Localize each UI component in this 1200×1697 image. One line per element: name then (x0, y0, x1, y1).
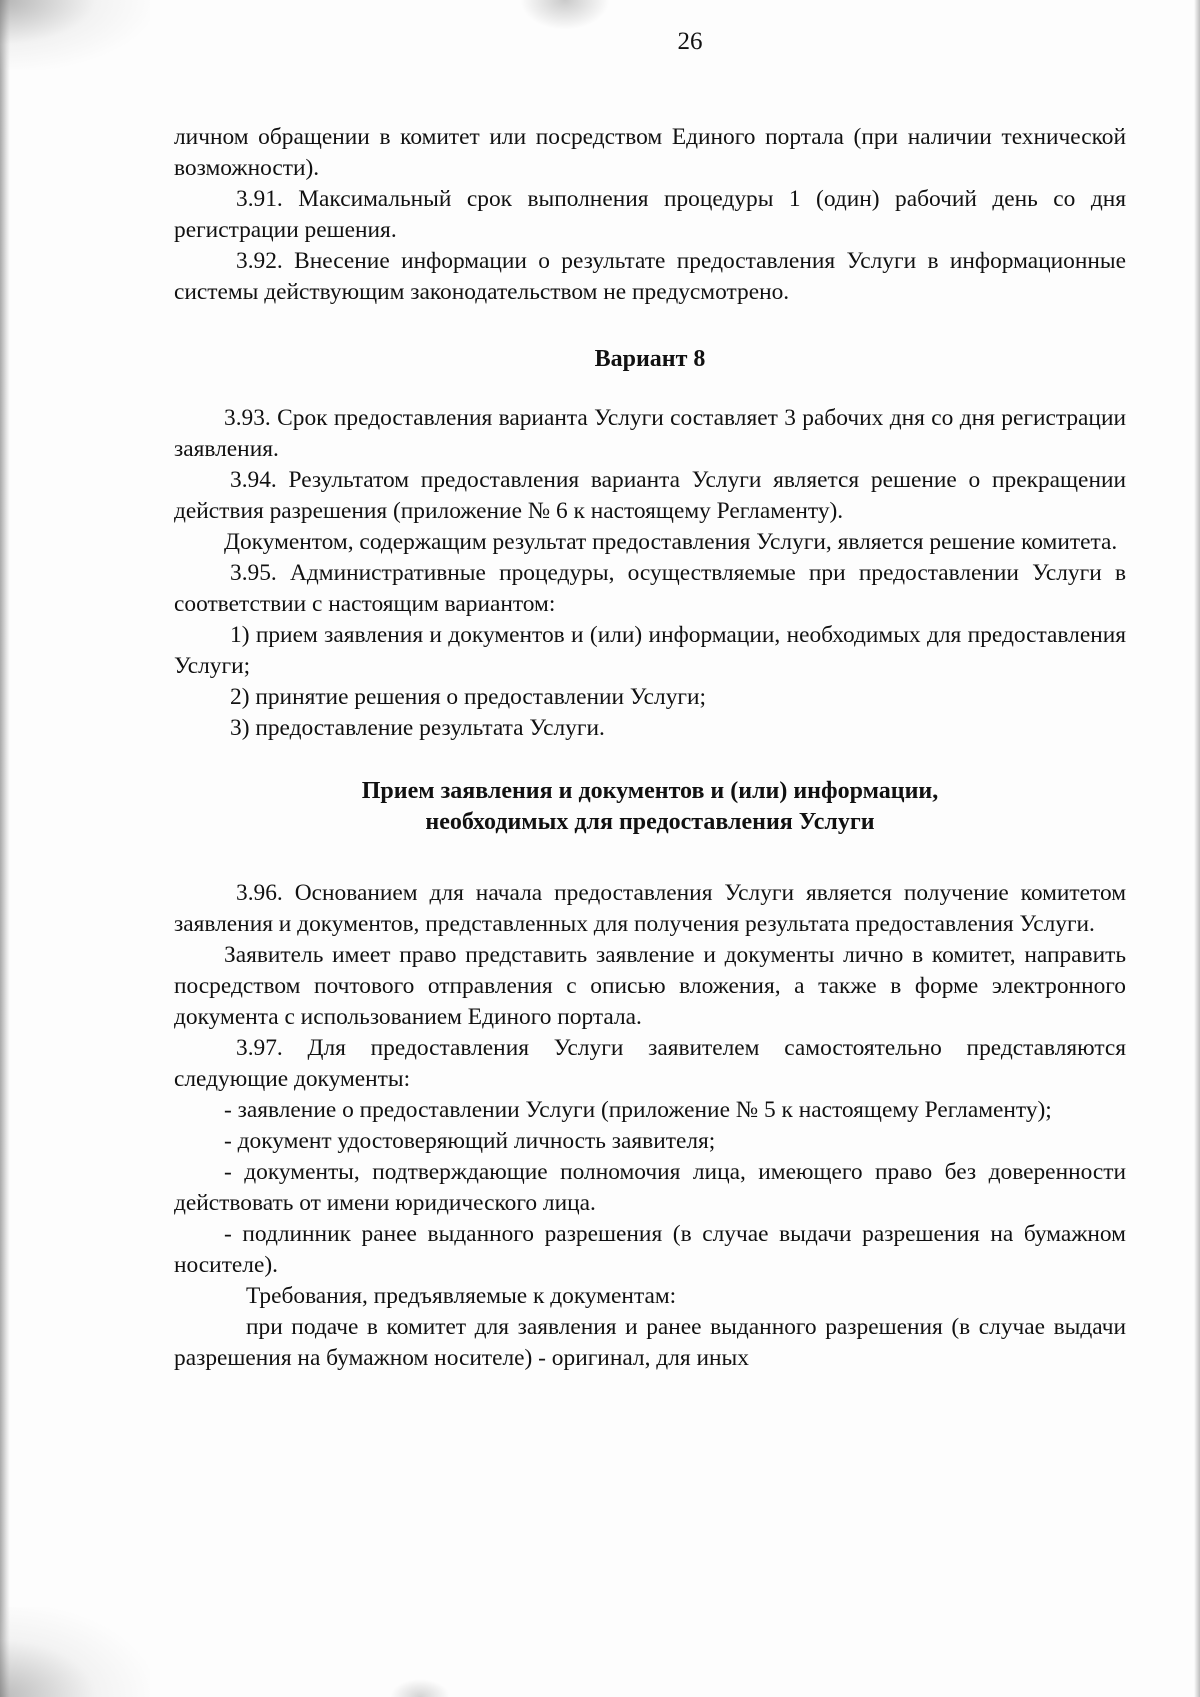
list-item: 1) прием заявления и документов и (или) информации, необходимых для предоставления Услуги; (174, 622, 1126, 679)
list-item: 3) предоставление результата Услуги. (230, 715, 605, 741)
scan-edge-right (1194, 0, 1200, 1697)
scan-shadow-bottom-left (0, 1607, 150, 1697)
paragraph-3-95: 3.95. Административные процедуры, осуществляемые при предоставлении Услуги в соответствии с настоящим вариантом: (174, 560, 1126, 617)
paragraph-result-document: Документом, содержащим результат предоставления Услуги, является решение комитета. (224, 529, 1118, 555)
paragraph: личном обращении в комитет или посредством Единого портала (при наличии технической возможности). (174, 124, 1126, 181)
document-body (174, 122, 1126, 1374)
list-item: - документ удостоверяющий личность заявителя; (224, 1128, 716, 1154)
section-heading-line: Прием заявления и документов и (или) информации, (361, 778, 939, 804)
section-heading-variant-8: Вариант 8 (594, 346, 706, 372)
paragraph-requirements: Требования, предъявляемые к документам: (246, 1283, 677, 1309)
paragraph-3-97: 3.97. Для предоставления Услуги заявителем самостоятельно представляются следующие документы: (174, 1035, 1126, 1092)
scan-smudge-bottom (390, 1679, 450, 1697)
paragraph-3-91: 3.91. Максимальный срок выполнения процедуры 1 (один) рабочий день со дня регистрации решения. (174, 186, 1126, 243)
paragraph-submission: при подаче в комитет для заявления и ранее выданного разрешения (в случае выдачи разрешения на бумажном носителе) - оригинал, для иных (174, 1314, 1126, 1371)
paragraph-3-94: 3.94. Результатом предоставления варианта Услуги является решение о прекращении действия разрешения (приложение № 6 к настоящему Регламенту). (174, 467, 1126, 524)
list-item: - подлинник ранее выданного разрешения (в случае выдачи разрешения на бумажном носителе). (174, 1221, 1126, 1278)
page-number: 26 (677, 28, 703, 55)
section-heading-line: необходимых для предоставления Услуги (425, 809, 875, 835)
paragraph-3-92: 3.92. Внесение информации о результате предоставления Услуги в информационные системы действующим законодательством не предусмотрено. (174, 248, 1126, 305)
paragraph-3-93: 3.93. Срок предоставления варианта Услуги составляет 3 рабочих дня со дня регистрации заявления. (174, 405, 1126, 462)
list-item: - заявление о предоставлении Услуги (приложение № 5 к настоящему Регламенту); (224, 1097, 1052, 1123)
list-item: 2) принятие решения о предоставлении Услуги; (230, 684, 707, 710)
paragraph-3-96: 3.96. Основанием для начала предоставления Услуги является получение комитетом заявления и документов, представленных для получения результата предоставления Услуги. (174, 880, 1126, 937)
scan-edge-left (0, 0, 10, 1697)
list-item: - документы, подтверждающие полномочия лица, имеющего право без доверенности действовать от имени юридического лица. (174, 1159, 1126, 1216)
scan-smudge-top (520, 0, 610, 30)
paragraph-applicant-rights: Заявитель имеет право представить заявление и документы лично в комитет, направить посредством почтового отправления с описью вложения, а также в форме электронного документа с использованием Единого портала. (174, 942, 1126, 1030)
